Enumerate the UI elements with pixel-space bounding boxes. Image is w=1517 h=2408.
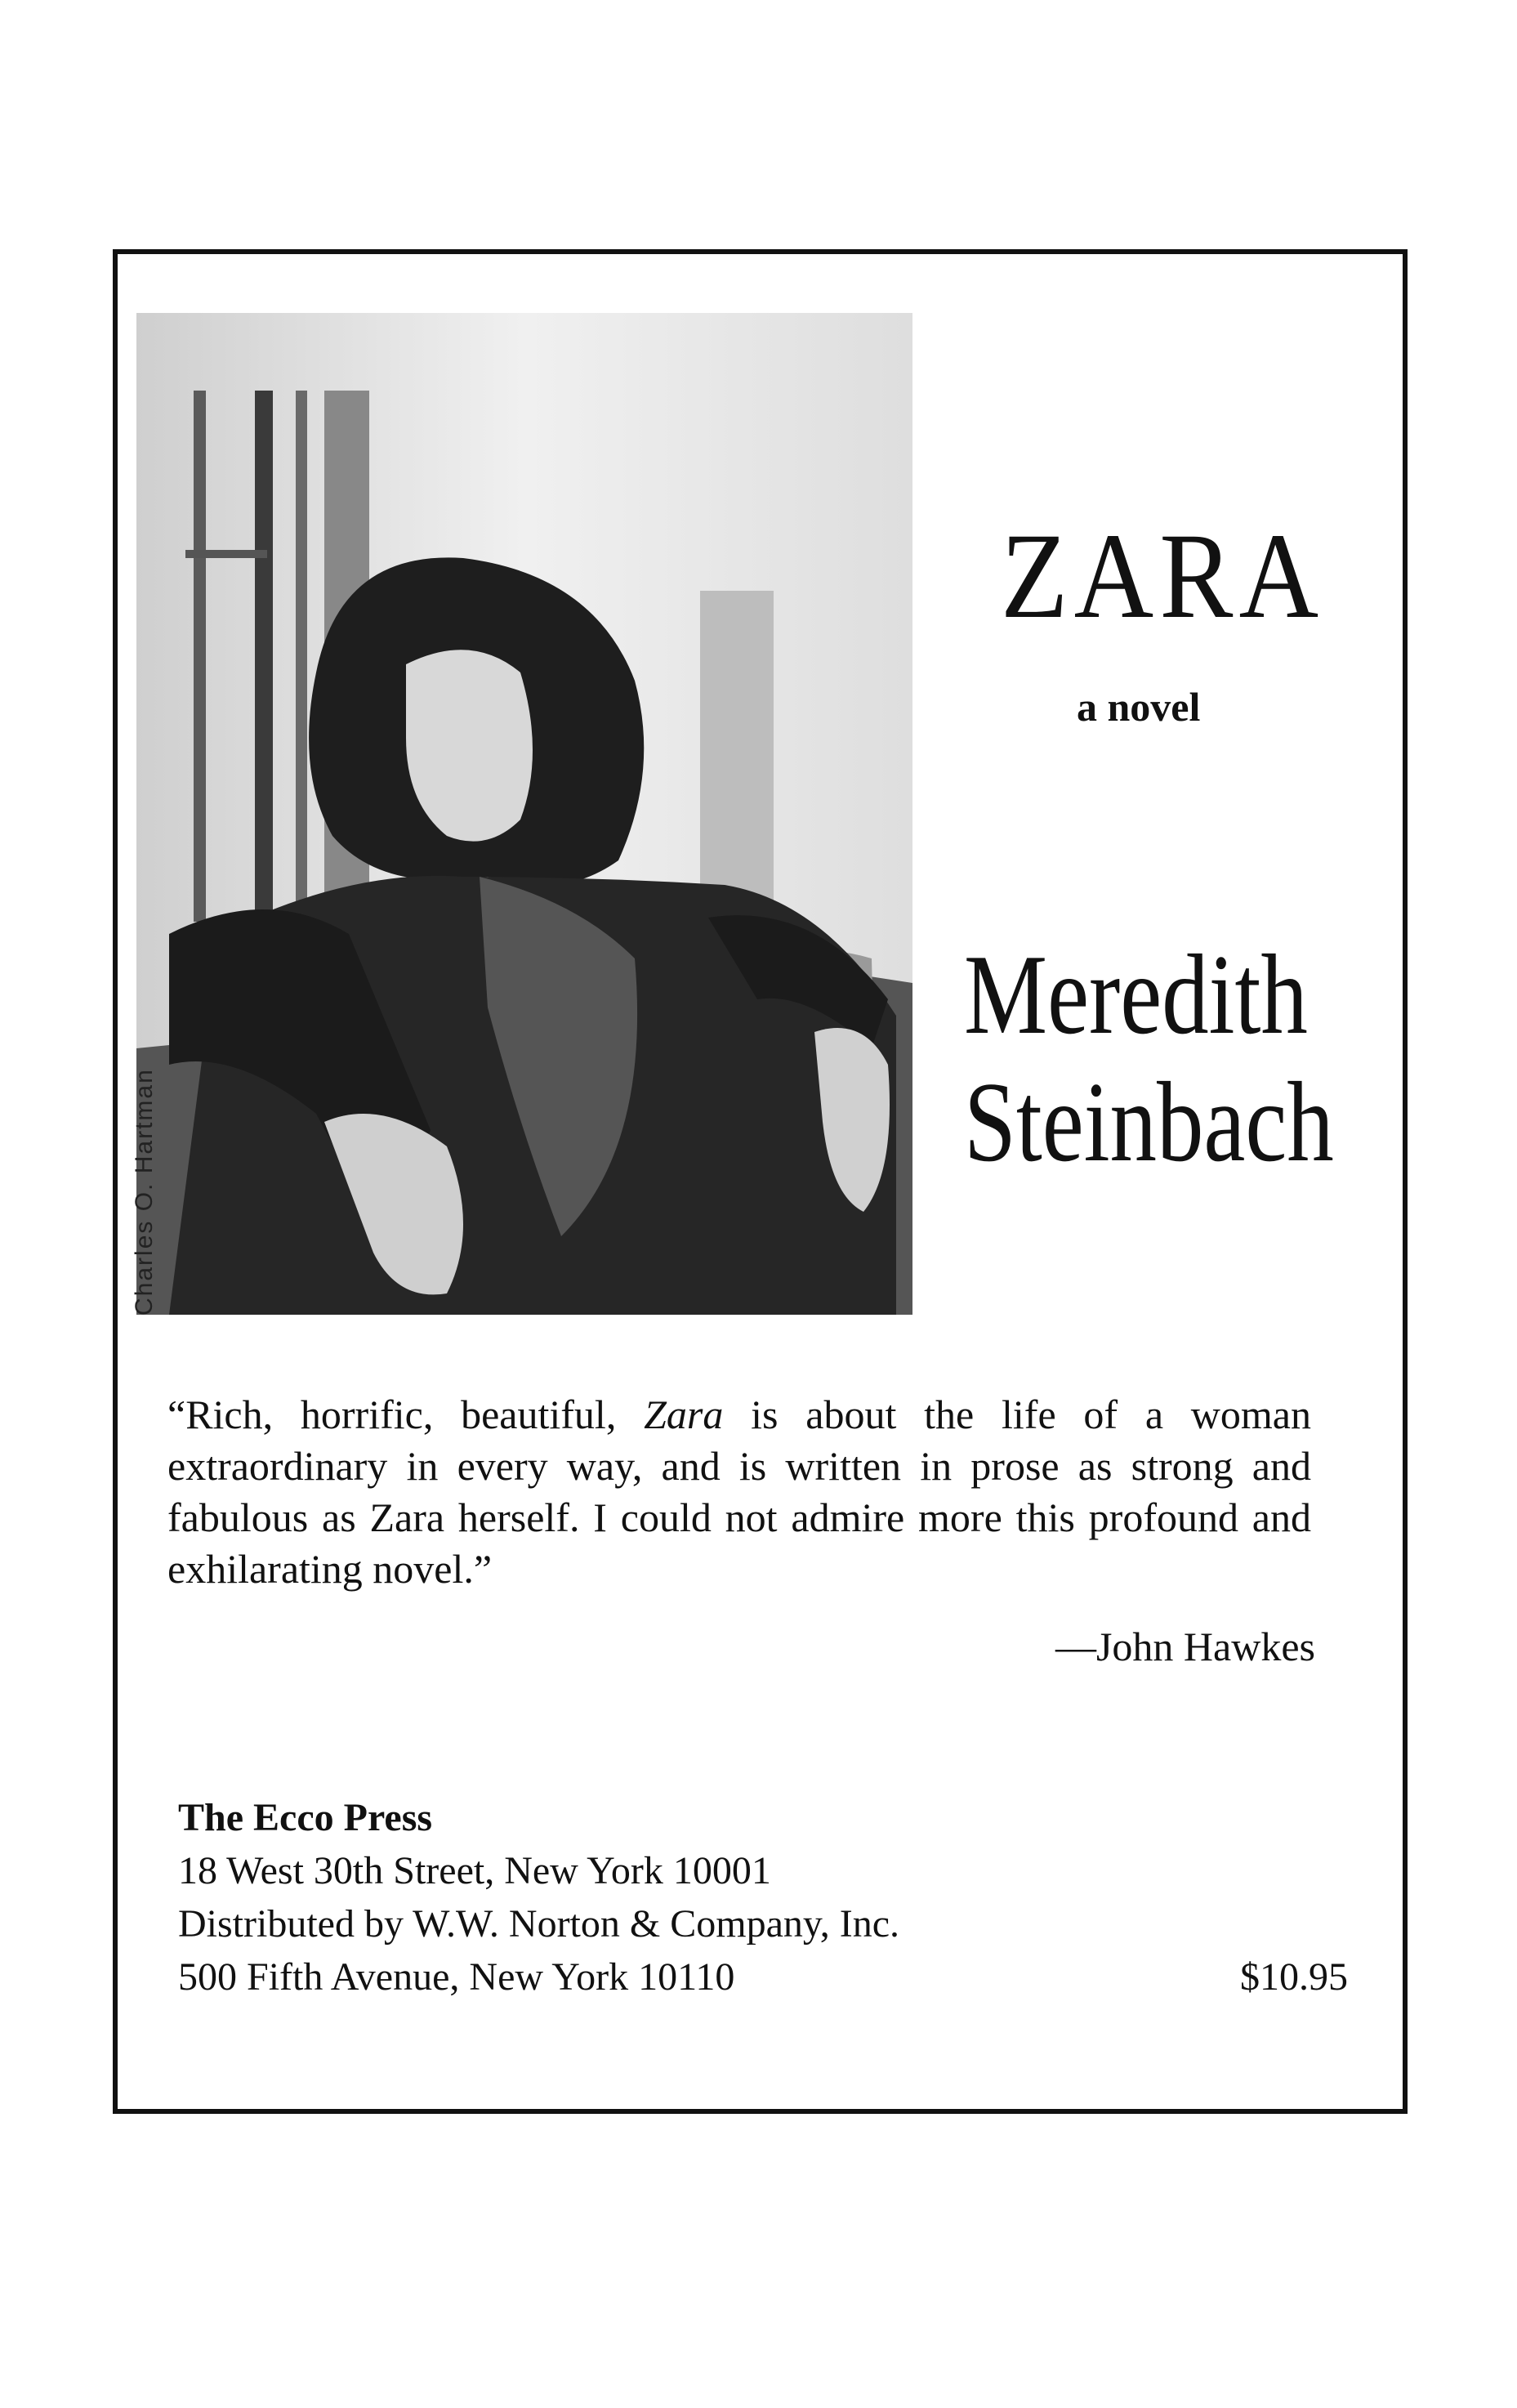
distributor-address: 500 Fifth Avenue, New York 10110 <box>178 1955 735 1999</box>
distributor-line: Distributed by W.W. Norton & Company, Inc. <box>178 1902 900 1946</box>
book-subtitle: a novel <box>1077 684 1201 730</box>
author-first-name: Meredith <box>964 931 1308 1058</box>
author-name <box>964 931 1334 1186</box>
author-last-name: Steinbach <box>964 1059 1334 1186</box>
publisher-address: 18 West 30th Street, New York 10001 <box>178 1849 771 1892</box>
photo-credit: Charles O. Hartman <box>131 1068 158 1316</box>
review-quote <box>167 1389 1311 1595</box>
quote-title-italic: Zara <box>644 1392 724 1437</box>
publisher-name: The Ecco Press <box>178 1796 433 1839</box>
quote-text-start: “Rich, horrific, beautiful, <box>167 1392 645 1437</box>
quote-text-rest: is about the life of a woman extraordinary in every way, and is written in prose as strong and fabulous as Zara herself. I could not admire more this profound and exhilarating novel.” <box>167 1392 1312 1592</box>
book-price: $10.95 <box>1240 1955 1348 1999</box>
publisher-block <box>178 1791 899 2004</box>
quote-attribution: —John Hawkes <box>1055 1624 1315 1669</box>
book-title: ZARA <box>1001 508 1325 644</box>
author-photo <box>136 313 912 1315</box>
